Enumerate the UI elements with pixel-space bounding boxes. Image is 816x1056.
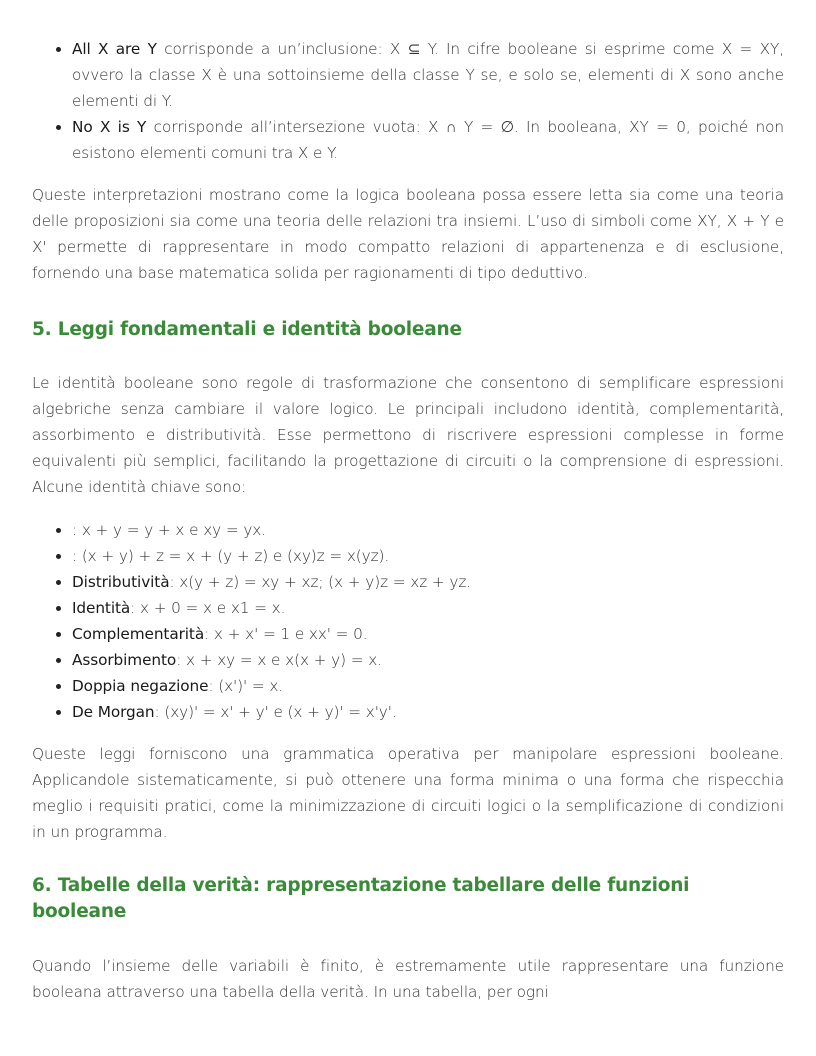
list-item-text: corrisponde all’intersezione vuota: X ∩ Y = ∅. In booleana, XY = 0, poiché non esistono elementi comuni tra X e Y. xyxy=(72,118,784,162)
list-item-term: Complementarità xyxy=(72,625,205,643)
section-heading-5: 5. Leggi fondamentali e identità booleane xyxy=(32,319,462,340)
list-item xyxy=(72,569,784,595)
list-item-text: : (x + y) + z = x + (y + z) e (xy)z = x(yz). xyxy=(72,547,390,565)
list-item xyxy=(72,673,784,699)
list-item-term: De Morgan xyxy=(72,703,155,721)
list-item-text: corrisponde a un’inclusione: X ⊆ Y. In cifre booleane si esprime come X = XY, ovvero la classe X è una sottoinsieme della classe Y se, e solo se, elementi di X sono anche elementi di Y. xyxy=(72,40,785,110)
paragraph-truth-tables: Quando l’insieme delle variabili è finito, è estremamente utile rappresentare una funzione booleana attraverso una tabella della verità. In una tabella, per ogni xyxy=(32,957,784,1001)
paragraph-identities-intro: Le identità booleane sono regole di trasformazione che consentono di semplificare espressioni algebriche senza cambiare il valore logico. Le principali includono identità, complementarità, assorbimento e distributività. Esse permettono di riscrivere espressioni complesse in forme equivalenti più semplici, facilitando la progettazione di circuiti o la comprensione di espressioni. Alcune identità chiave sono: xyxy=(32,374,784,496)
list-item-text: : (x')' = x. xyxy=(208,677,284,695)
list-item-text: : x + xy = x e x(x + y) = x. xyxy=(176,651,382,669)
list-item-text: : x + 0 = x e x1 = x. xyxy=(130,599,286,617)
list-item-term: Doppia negazione xyxy=(72,677,209,695)
list-item xyxy=(72,114,784,166)
list-item xyxy=(72,621,784,647)
list-item-term: All X are Y xyxy=(72,40,157,58)
list-item-text: : (xy)' = x' + y' e (x + y)' = x'y'. xyxy=(154,703,397,721)
list-item-text: : x + y = y + x e xy = yx. xyxy=(72,521,267,539)
list-item-text: : x + x' = 1 e xx' = 0. xyxy=(204,625,368,643)
list-item-text: : x(y + z) = xy + xz; (x + y)z = xz + yz. xyxy=(169,573,472,591)
paragraph-laws-usage: Queste leggi forniscono una grammatica operativa per manipolare espressioni booleane. Applicandole sistematicamente, si può ottenere una forma minima o una forma che rispecchia meglio i requisiti pratici, come la minimizzazione di circuiti logici o la semplificazione di condizioni in un programma. xyxy=(32,745,784,841)
list-item-term: Distributività xyxy=(72,573,170,591)
list-item xyxy=(72,517,784,543)
section-heading-6: 6. Tabelle della verità: rappresentazione tabellare delle funzioni booleane xyxy=(32,875,690,922)
list-item-term: Identità xyxy=(72,599,131,617)
list-item-term: Assorbimento xyxy=(72,651,177,669)
list-item xyxy=(72,595,784,621)
identities-list xyxy=(32,517,784,725)
list-item xyxy=(72,647,784,673)
list-item xyxy=(72,699,784,725)
list-item xyxy=(72,36,784,114)
list-item-term: No X is Y xyxy=(72,118,147,136)
set-relations-list xyxy=(32,36,784,166)
paragraph-interpretations: Queste interpretazioni mostrano come la logica booleana possa essere letta sia come una teoria delle proposizioni sia come una teoria delle relazioni tra insiemi. L’uso di simboli come XY, X + Y e X' permette di rappresentare in modo compatto relazioni di appartenenza e di esclusione, fornendo una base matematica solida per ragionamenti di tipo deduttivo. xyxy=(32,186,784,282)
list-item xyxy=(72,543,784,569)
